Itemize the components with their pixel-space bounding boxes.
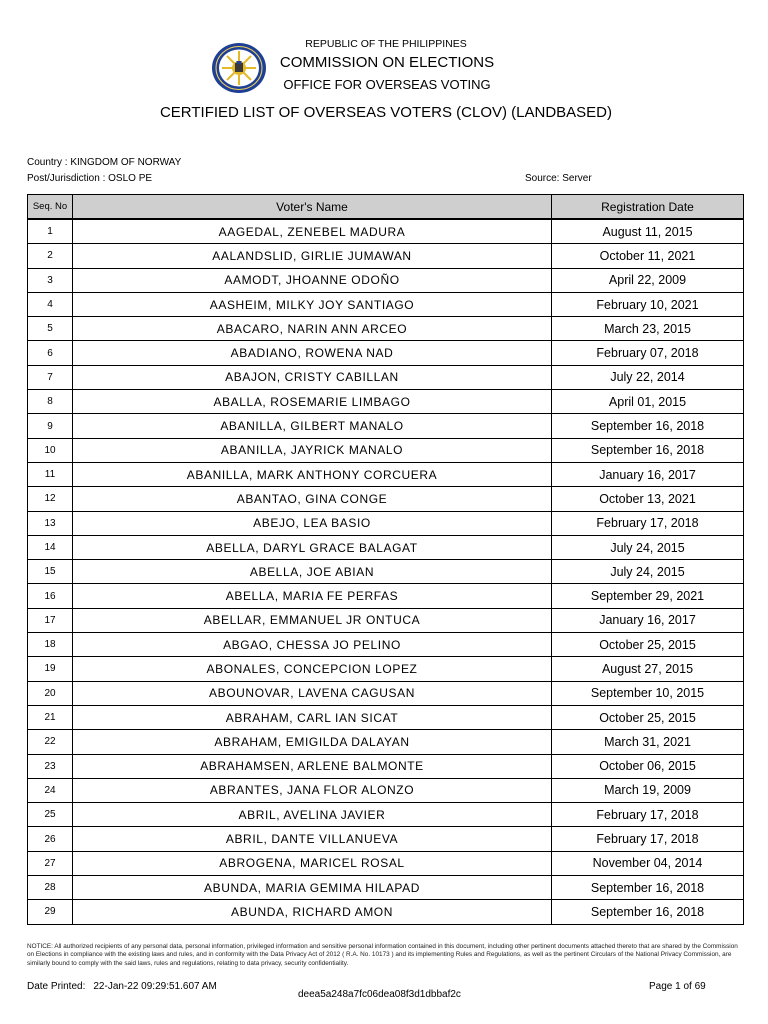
- table-row: [28, 876, 744, 900]
- table-body: [28, 219, 744, 924]
- registration-date-cell: November 04, 2014: [552, 851, 744, 875]
- table-row: [28, 608, 744, 632]
- registration-date-cell: August 27, 2015: [552, 657, 744, 681]
- seq-no-cell: 21: [28, 705, 73, 729]
- seq-no-cell: 23: [28, 754, 73, 778]
- voter-name-cell: ABONALES, CONCEPCION LOPEZ: [73, 657, 552, 681]
- table-row: [28, 365, 744, 389]
- voter-name-header: Voter's Name: [73, 195, 552, 220]
- table-row: [28, 730, 744, 754]
- table-row: [28, 511, 744, 535]
- seq-no-cell: 28: [28, 876, 73, 900]
- privacy-notice: NOTICE: All authorized recipients of any personal data, personal information, privileged information and sensitive personal information contained in this document, including other pertinent documents attached thereto that are shared by the Commission on Elections in compliance with the existing laws and rules, and in conformity with the Data Privacy Act of 2012 ( R.A. No. 10173 ) and its implementing Rules and Regulations, as well as the pertinent Circulars of the National Privacy Commission, are similarly bound to comply with the said laws, rules and regulations, relating to data privacy, security confidentiality.: [27, 943, 738, 967]
- registration-date-cell: February 07, 2018: [552, 341, 744, 365]
- registration-date-cell: February 17, 2018: [552, 827, 744, 851]
- seq-no-cell: 3: [28, 268, 73, 292]
- voter-name-cell: ABANTAO, GINA CONGE: [73, 487, 552, 511]
- seq-no-cell: 11: [28, 462, 73, 486]
- voter-name-cell: ABELLA, JOE ABIAN: [73, 560, 552, 584]
- voter-name-cell: ABEJO, LEA BASIO: [73, 511, 552, 535]
- table-row: [28, 438, 744, 462]
- voter-name-cell: ABGAO, CHESSA JO PELINO: [73, 633, 552, 657]
- table-row: [28, 244, 744, 268]
- seq-no-cell: 27: [28, 851, 73, 875]
- table-row: [28, 560, 744, 584]
- registration-date-cell: September 16, 2018: [552, 876, 744, 900]
- table-row: [28, 341, 744, 365]
- voter-name-cell: AAMODT, JHOANNE ODOÑO: [73, 268, 552, 292]
- registration-date-cell: September 16, 2018: [552, 900, 744, 924]
- voters-table: [27, 194, 744, 925]
- seq-no-cell: 6: [28, 341, 73, 365]
- voter-name-cell: ABUNDA, RICHARD AMON: [73, 900, 552, 924]
- date-printed-value: 22-Jan-22 09:29:51.607 AM: [93, 981, 217, 992]
- table-header-row: [28, 195, 744, 220]
- table-row: [28, 487, 744, 511]
- table-row: [28, 827, 744, 851]
- table-row: [28, 754, 744, 778]
- seq-no-cell: 2: [28, 244, 73, 268]
- table-row: [28, 633, 744, 657]
- table-row: [28, 681, 744, 705]
- registration-date-cell: August 11, 2015: [552, 219, 744, 244]
- voter-name-cell: ABRIL, AVELINA JAVIER: [73, 803, 552, 827]
- voter-name-cell: ABANILLA, GILBERT MANALO: [73, 414, 552, 438]
- registration-date-cell: October 11, 2021: [552, 244, 744, 268]
- registration-date-cell: September 10, 2015: [552, 681, 744, 705]
- document-title: CERTIFIED LIST OF OVERSEAS VOTERS (CLOV) (LANDBASED): [159, 104, 613, 121]
- table-row: [28, 657, 744, 681]
- seq-no-cell: 12: [28, 487, 73, 511]
- country-label: Country : KINGDOM OF NORWAY: [27, 157, 182, 168]
- seq-no-cell: 22: [28, 730, 73, 754]
- table-row: [28, 705, 744, 729]
- registration-date-cell: April 01, 2015: [552, 390, 744, 414]
- registration-date-header: Registration Date: [552, 195, 744, 220]
- seq-no-cell: 29: [28, 900, 73, 924]
- voter-name-cell: ABRIL, DANTE VILLANUEVA: [73, 827, 552, 851]
- voter-name-cell: ABANILLA, MARK ANTHONY CORCUERA: [73, 462, 552, 486]
- registration-date-cell: October 25, 2015: [552, 633, 744, 657]
- registration-date-cell: February 17, 2018: [552, 803, 744, 827]
- seq-no-cell: 5: [28, 317, 73, 341]
- page-number: Page 1 of 69: [649, 981, 706, 992]
- source-label: Source: Server: [525, 173, 592, 184]
- registration-date-cell: January 16, 2017: [552, 608, 744, 632]
- table-row: [28, 317, 744, 341]
- table-row: [28, 803, 744, 827]
- seq-no-cell: 8: [28, 390, 73, 414]
- table-row: [28, 900, 744, 924]
- post-jurisdiction-label: Post/Jurisdiction : OSLO PE: [27, 173, 153, 184]
- voter-name-cell: ABADIANO, ROWENA NAD: [73, 341, 552, 365]
- voter-name-cell: ABELLA, DARYL GRACE BALAGAT: [73, 535, 552, 559]
- registration-date-cell: September 16, 2018: [552, 414, 744, 438]
- seq-no-cell: 7: [28, 365, 73, 389]
- table-row: [28, 292, 744, 316]
- registration-date-cell: July 24, 2015: [552, 560, 744, 584]
- table-row: [28, 462, 744, 486]
- registration-date-cell: April 22, 2009: [552, 268, 744, 292]
- table-row: [28, 778, 744, 802]
- table-row: [28, 390, 744, 414]
- voter-name-cell: ABROGENA, MARICEL ROSAL: [73, 851, 552, 875]
- voter-name-cell: ABANILLA, JAYRICK MANALO: [73, 438, 552, 462]
- table-row: [28, 219, 744, 244]
- seq-no-cell: 19: [28, 657, 73, 681]
- registration-date-cell: March 19, 2009: [552, 778, 744, 802]
- registration-date-cell: July 24, 2015: [552, 535, 744, 559]
- voter-name-cell: ABOUNOVAR, LAVENA CAGUSAN: [73, 681, 552, 705]
- seq-no-cell: 10: [28, 438, 73, 462]
- voter-name-cell: AAGEDAL, ZENEBEL MADURA: [73, 219, 552, 244]
- voter-name-cell: ABELLAR, EMMANUEL JR ONTUCA: [73, 608, 552, 632]
- registration-date-cell: March 23, 2015: [552, 317, 744, 341]
- registration-date-cell: September 29, 2021: [552, 584, 744, 608]
- date-printed-label: Date Printed:: [27, 981, 86, 992]
- registration-date-cell: January 16, 2017: [552, 462, 744, 486]
- registration-date-cell: September 16, 2018: [552, 438, 744, 462]
- seq-no-cell: 24: [28, 778, 73, 802]
- seq-no-cell: 4: [28, 292, 73, 316]
- seq-no-cell: 26: [28, 827, 73, 851]
- registration-date-cell: July 22, 2014: [552, 365, 744, 389]
- seq-no-header: Seq. No: [28, 195, 73, 220]
- registration-date-cell: October 13, 2021: [552, 487, 744, 511]
- registration-date-cell: February 17, 2018: [552, 511, 744, 535]
- document-hash: deea5a248a7fc06dea08f3d1dbbaf2c: [298, 989, 461, 1000]
- seq-no-cell: 20: [28, 681, 73, 705]
- seq-no-cell: 9: [28, 414, 73, 438]
- seq-no-cell: 15: [28, 560, 73, 584]
- registration-date-cell: October 06, 2015: [552, 754, 744, 778]
- seq-no-cell: 17: [28, 608, 73, 632]
- voter-name-cell: ABRAHAMSEN, ARLENE BALMONTE: [73, 754, 552, 778]
- seq-no-cell: 1: [28, 219, 73, 244]
- registration-date-cell: March 31, 2021: [552, 730, 744, 754]
- table-row: [28, 851, 744, 875]
- voter-name-cell: AALANDSLID, GIRLIE JUMAWAN: [73, 244, 552, 268]
- voter-name-cell: ABRANTES, JANA FLOR ALONZO: [73, 778, 552, 802]
- seq-no-cell: 13: [28, 511, 73, 535]
- table-row: [28, 268, 744, 292]
- republic-heading: REPUBLIC OF THE PHILIPPINES: [305, 38, 467, 50]
- date-printed: [27, 981, 217, 992]
- seq-no-cell: 14: [28, 535, 73, 559]
- voter-name-cell: ABRAHAM, EMIGILDA DALAYAN: [73, 730, 552, 754]
- voter-name-cell: ABACARO, NARIN ANN ARCEO: [73, 317, 552, 341]
- voter-name-cell: ABAJON, CRISTY CABILLAN: [73, 365, 552, 389]
- seq-no-cell: 16: [28, 584, 73, 608]
- office-heading: OFFICE FOR OVERSEAS VOTING: [283, 77, 491, 92]
- table-row: [28, 535, 744, 559]
- voter-name-cell: ABUNDA, MARIA GEMIMA HILAPAD: [73, 876, 552, 900]
- table-row: [28, 414, 744, 438]
- commission-heading: COMMISSION ON ELECTIONS: [279, 54, 495, 71]
- voter-name-cell: ABELLA, MARIA FE PERFAS: [73, 584, 552, 608]
- voter-name-cell: ABRAHAM, CARL IAN SICAT: [73, 705, 552, 729]
- registration-date-cell: February 10, 2021: [552, 292, 744, 316]
- voter-name-cell: AASHEIM, MILKY JOY SANTIAGO: [73, 292, 552, 316]
- registration-date-cell: October 25, 2015: [552, 705, 744, 729]
- seq-no-cell: 18: [28, 633, 73, 657]
- voter-name-cell: ABALLA, ROSEMARIE LIMBAGO: [73, 390, 552, 414]
- table-row: [28, 584, 744, 608]
- seq-no-cell: 25: [28, 803, 73, 827]
